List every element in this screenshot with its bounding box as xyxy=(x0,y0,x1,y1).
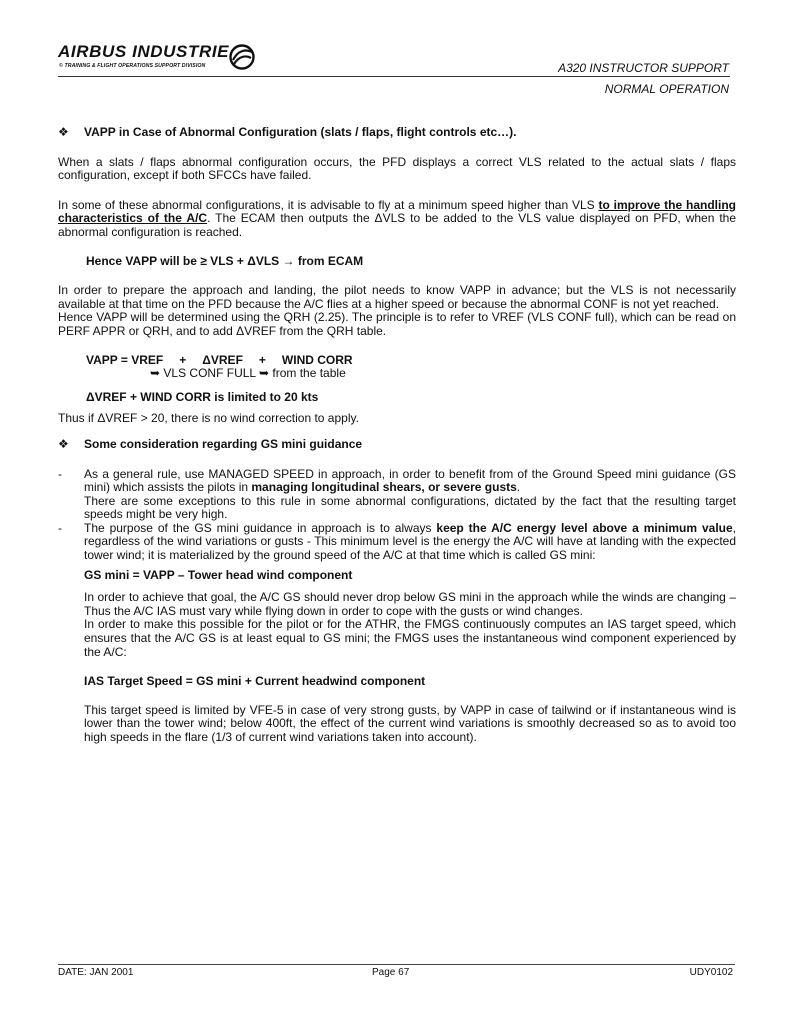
logo-wordmark: AIRBUS INDUSTRIE xyxy=(58,42,230,61)
airbus-logo xyxy=(58,42,258,76)
dash-item xyxy=(58,522,736,563)
paragraph xyxy=(58,199,736,240)
formula-operator: + xyxy=(258,352,266,367)
dash-item-text xyxy=(84,522,736,563)
airbus-emblem-icon xyxy=(228,44,256,70)
footer-divider xyxy=(58,964,735,965)
formula-term: WIND CORR xyxy=(281,352,353,367)
paragraph: In order to achieve that goal, the A/C GS should never drop below GS mini in the approach while the winds are changing – Thus the A/C IAS must vary while flying down in order to cope with the gusts or wind changes. xyxy=(84,590,736,618)
gs-mini-formula: GS mini = VAPP – Tower head wind component xyxy=(84,567,353,582)
paragraph: When a slats / flaps abnormal configuration occurs, the PFD displays a correct VLS related to the actual slats / flaps configuration, except if both SFCCs have failed. xyxy=(58,154,736,183)
header-title: A320 INSTRUCTOR SUPPORT xyxy=(558,61,729,75)
section-heading-text: Some consideration regarding GS mini guidance xyxy=(84,436,363,451)
text-run: The purpose of the GS mini guidance in approach is to always xyxy=(84,520,437,535)
arrow-note: ➥ from the table xyxy=(258,366,346,381)
paragraph: In order to prepare the approach and landing, the pilot needs to know VAPP in advance; but the VLS is not necessarily available at that time on the PFD because the A/C flies at a higher speed or because the abnormal CONF is not yet reached. xyxy=(58,283,736,311)
formula-operator: + xyxy=(179,352,187,367)
diamond-bullet-icon: ❖ xyxy=(58,436,69,451)
vapp-formula xyxy=(58,354,736,368)
page-content xyxy=(58,126,736,745)
dash-marker: - xyxy=(58,466,62,481)
section-heading-gs-mini xyxy=(58,438,736,452)
footer-page-number: Page 67 xyxy=(372,967,410,978)
arrow-note: ➥ VLS CONF FULL xyxy=(150,366,256,381)
emphasis-text: managing longitudinal shears, or severe gusts xyxy=(251,480,517,495)
text-run: , regardless of the wind variations or gusts - This minimum level is the energy the A/C will have at landing with the expected tower wind; it is materialized by the ground speed of the A/C at that time which is called GS mini: xyxy=(84,520,736,563)
text-run: . The ECAM then outputs the ΔVLS to be added to the VLS value displayed on PFD, when the abnormal configuration is reached. xyxy=(58,211,736,239)
header-section: NORMAL OPERATION xyxy=(604,82,729,96)
limit-statement: ΔVREF + WIND CORR is limited to 20 kts xyxy=(86,389,319,404)
text-run: . xyxy=(516,480,521,495)
dash-item xyxy=(58,468,736,522)
paragraph: Thus if ΔVREF > 20, there is no wind correction to apply. xyxy=(58,411,359,426)
paragraph xyxy=(84,468,736,495)
formula-term: VAPP = VREF xyxy=(86,352,164,367)
footer-reference: UDY0102 xyxy=(689,967,733,978)
text-run: As a general rule, use MANAGED SPEED in approach, in order to benefit from of the Ground Speed mini guidance (GS mini) which assists the pilots in xyxy=(84,466,736,495)
formula-term: ΔVREF xyxy=(202,352,243,367)
paragraph: This target speed is limited by VFE-5 in case of very strong gusts, by VAPP in case of tailwind or if instantaneous wind is lower than the tower wind; below 400ft, the effect of the current wind variations is smoothly decreased so as to avoid too high speeds in the flare (1/3 of current wind variations taken into account). xyxy=(84,702,736,744)
gs-mini-detail xyxy=(58,569,736,745)
hence-statement: Hence VAPP will be ≥ VLS + ΔVLS → from ECAM xyxy=(86,253,364,268)
dash-item-text xyxy=(84,468,736,522)
logo-division: © TRAINING & FLIGHT OPERATIONS SUPPORT DIVISION xyxy=(59,63,206,69)
diamond-bullet-icon: ❖ xyxy=(58,125,69,139)
footer-date: DATE: JAN 2001 xyxy=(58,967,134,978)
paragraph: Hence VAPP will be determined using the QRH (2.25). The principle is to refer to VREF (VLS CONF full), which can be read on PERF APPR or QRH, and to add ΔVREF from the QRH table. xyxy=(58,310,736,338)
text-run: In some of these abnormal configurations, it is advisable to fly at a minimum speed higher than VLS xyxy=(58,197,599,212)
ias-target-formula: IAS Target Speed = GS mini + Current headwind component xyxy=(84,674,426,689)
section-heading-text: VAPP in Case of Abnormal Configuration (slats / flaps, flight controls etc…). xyxy=(84,125,517,139)
paragraph: In order to make this possible for the pilot or for the ATHR, the FMGS continuously computes an IAS target speed, which ensures that the A/C GS is at least equal to GS mini; the FMGS uses the instantaneous wind component experienced by the A/C: xyxy=(84,617,736,659)
paragraph: There are some exceptions to this rule in some abnormal configurations, dictated by the fact that the resulting target speeds might be very high. xyxy=(84,493,736,522)
dash-marker: - xyxy=(58,520,62,535)
emphasis-text: keep the A/C energy level above a minimum value xyxy=(436,520,733,535)
emphasis-text: to improve the handling characteristics of the A/C xyxy=(58,197,736,226)
section-heading-vapp xyxy=(58,126,736,140)
formula-annotation xyxy=(58,367,736,381)
header-divider xyxy=(58,76,730,77)
paragraph xyxy=(84,522,736,563)
